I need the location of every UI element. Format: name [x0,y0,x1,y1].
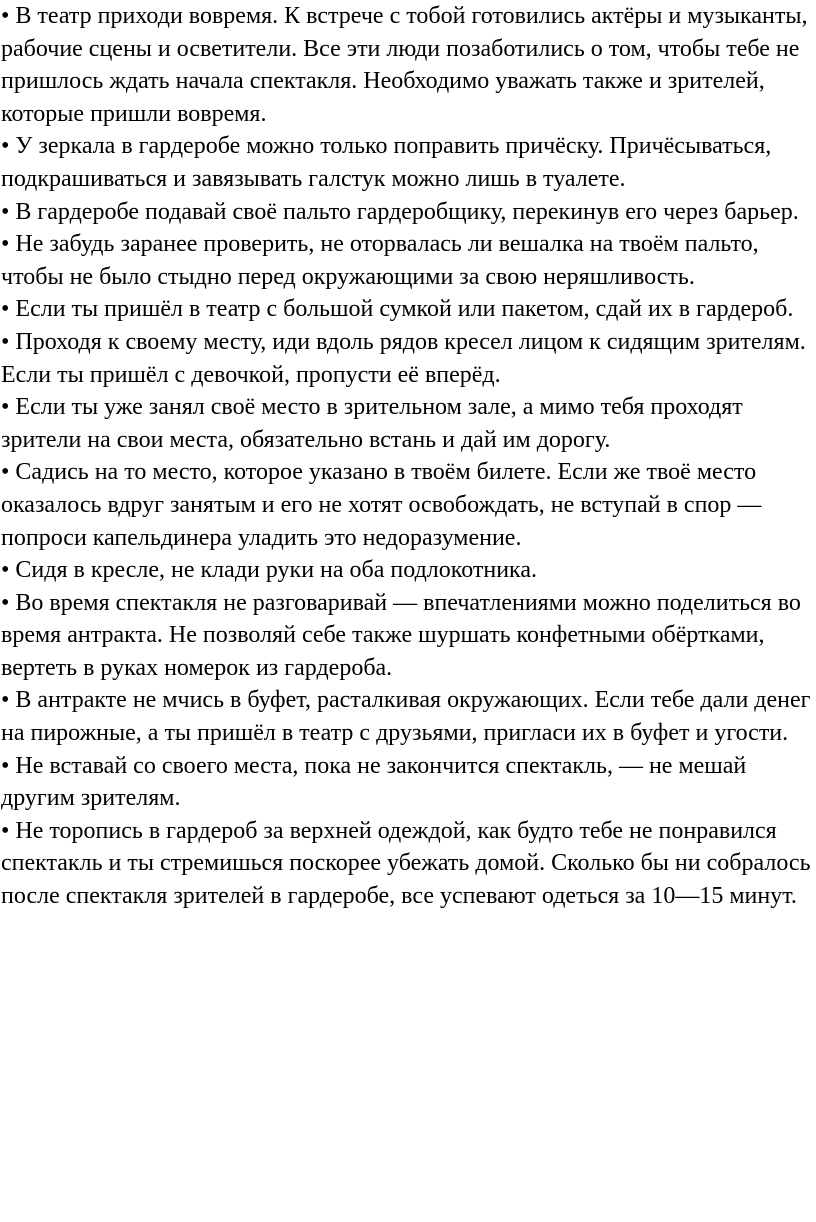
rule-no-rushing-cloakroom: • Не торопись в гардероб за верхней одеждой, как будто тебе не понравился спектакль и ты стремишься поскорее убежать домой. Сколько бы ни собралось после спектакля зрителей в гардеробе, все успевают одеться за 10—15 минут. [1,817,811,910]
rule-hand-over-coat: • В гардеробе подавай своё пальто гардеробщику, перекинув его через барьер. [1,198,799,225]
rule-stay-seated: • Не вставай со своего места, пока не закончится спектакль, — не мешай другим зрителям. [1,752,747,812]
rule-stand-to-let-pass: • Если ты уже занял своё место в зрительном зале, а мимо тебя проходят зрители на свои места, обязательно встань и дай им дорогу. [1,394,743,453]
rule-arrive-on-time: • В театр приходи вовремя. К встрече с тобой готовились актёры и музыканты, рабочие сцены и осветители. Все эти люди позаботились о том, чтобы тебе не пришлось ждать начала спектакля. Необходимо уважать также и зрителей, которые пришли вовремя. [1,3,808,127]
rule-check-in-bags: • Если ты пришёл в театр с большой сумкой или пакетом, сдай их в гардероб. [1,296,794,323]
rule-check-coat-hanger: • Не забудь заранее проверить, не оторвалась ли вешалка на твоём пальто, чтобы не было стыдно перед окружающими за свою неряшливость. [1,231,759,290]
rule-no-talking: • Во время спектакля не разговаривай — впечатлениями можно поделиться во время антракта. Не позволяй себе также шуршать конфетными обёртками, вертеть в руках номерок из гардероба. [1,589,801,681]
rule-walk-to-seat: • Проходя к своему месту, иди вдоль рядов кресел лицом к сидящим зрителям. Если ты пришёл с девочкой, пропусти её вперёд. [1,328,806,388]
rule-armrests: • Сидя в кресле, не клади руки на оба подлокотника. [1,557,538,584]
rule-take-ticketed-seat: • Садись на то место, которое указано в твоём билете. Если же твоё место оказалось вдруг занятым и его не хотят освобождать, не вступай в спор — попроси капельдинера уладить это недоразумение. [1,459,762,551]
rule-mirror-in-cloakroom: • У зеркала в гардеробе можно только поправить причёску. Причёсываться, подкрашиваться и завязывать галстук можно лишь в туалете. [1,133,772,192]
rule-intermission-buffet: • В антракте не мчись в буфет, расталкивая окружающих. Если тебе дали денег на пирожные, а ты пришёл в театр с друзьями, пригласи их в буфет и угости. [1,687,811,747]
